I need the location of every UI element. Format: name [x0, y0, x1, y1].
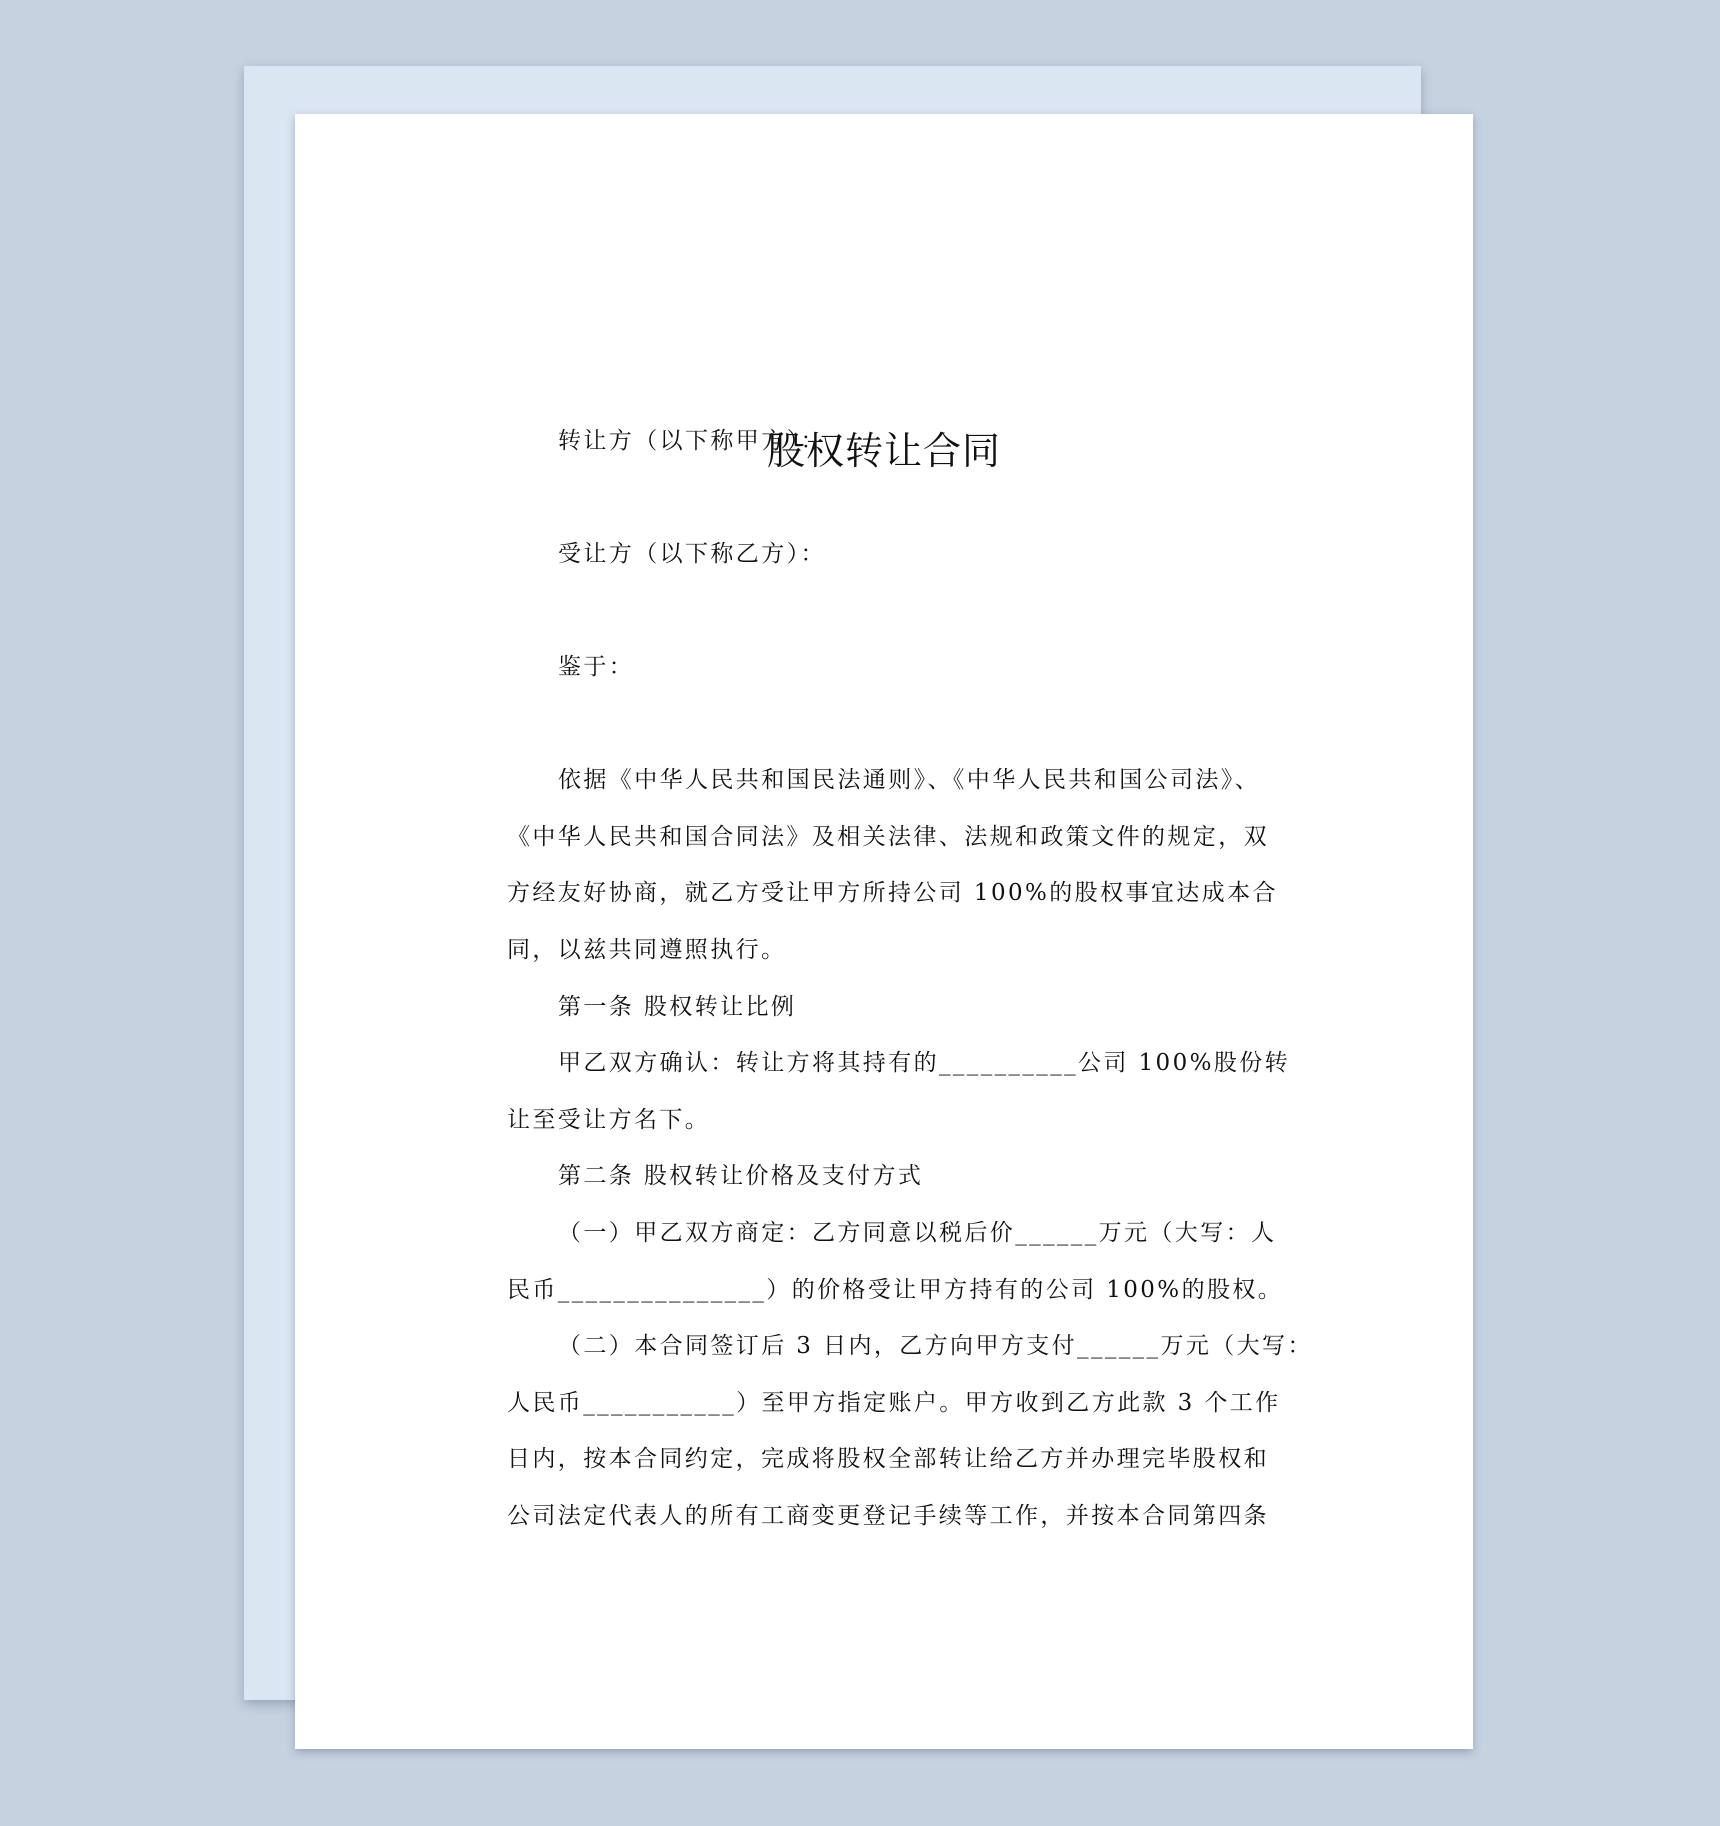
document-line: 受让方（以下称乙方）：: [558, 541, 826, 567]
document-title: 股权转让合同: [766, 429, 1001, 473]
document-line: 同，以兹共同遵照执行。: [507, 937, 787, 963]
document-line: 公司法定代表人的所有工商变更登记手续等工作，并按本合同第四条: [507, 1503, 1269, 1529]
document-page: [295, 114, 1473, 1749]
document-line: 鉴于：: [558, 654, 635, 680]
document-line: 让至受让方名下。: [507, 1107, 711, 1133]
document-line: 第一条 股权转让比例: [558, 994, 797, 1020]
document-line: 依据《中华人民共和国民法通则》、《中华人民共和国公司法》、: [558, 767, 1261, 793]
document-line: （一）甲乙双方商定：乙方同意以税后价______万元（大写：人: [558, 1220, 1277, 1246]
document-line: 转让方（以下称甲方）：: [558, 428, 826, 454]
document-line: 《中华人民共和国合同法》及相关法律、法规和政策文件的规定，双: [507, 824, 1269, 850]
document-line: （二）本合同签订后 3 日内，乙方向甲方支付______万元（大写：: [558, 1333, 1313, 1359]
document-line: 日内，按本合同约定，完成将股权全部转让给乙方并办理完毕股权和: [507, 1446, 1269, 1472]
document-line: 民币_______________）的价格受让甲方持有的公司 100%的股权。: [507, 1277, 1284, 1303]
document-line: 第二条 股权转让价格及支付方式: [558, 1163, 924, 1189]
document-line: 方经友好协商，就乙方受让甲方所持公司 100%的股权事宜达成本合: [507, 880, 1278, 906]
document-line: 人民币___________）至甲方指定账户。甲方收到乙方此款 3 个工作: [507, 1390, 1281, 1416]
document-line: 甲乙双方确认：转让方将其持有的__________公司 100%股份转: [558, 1050, 1291, 1076]
